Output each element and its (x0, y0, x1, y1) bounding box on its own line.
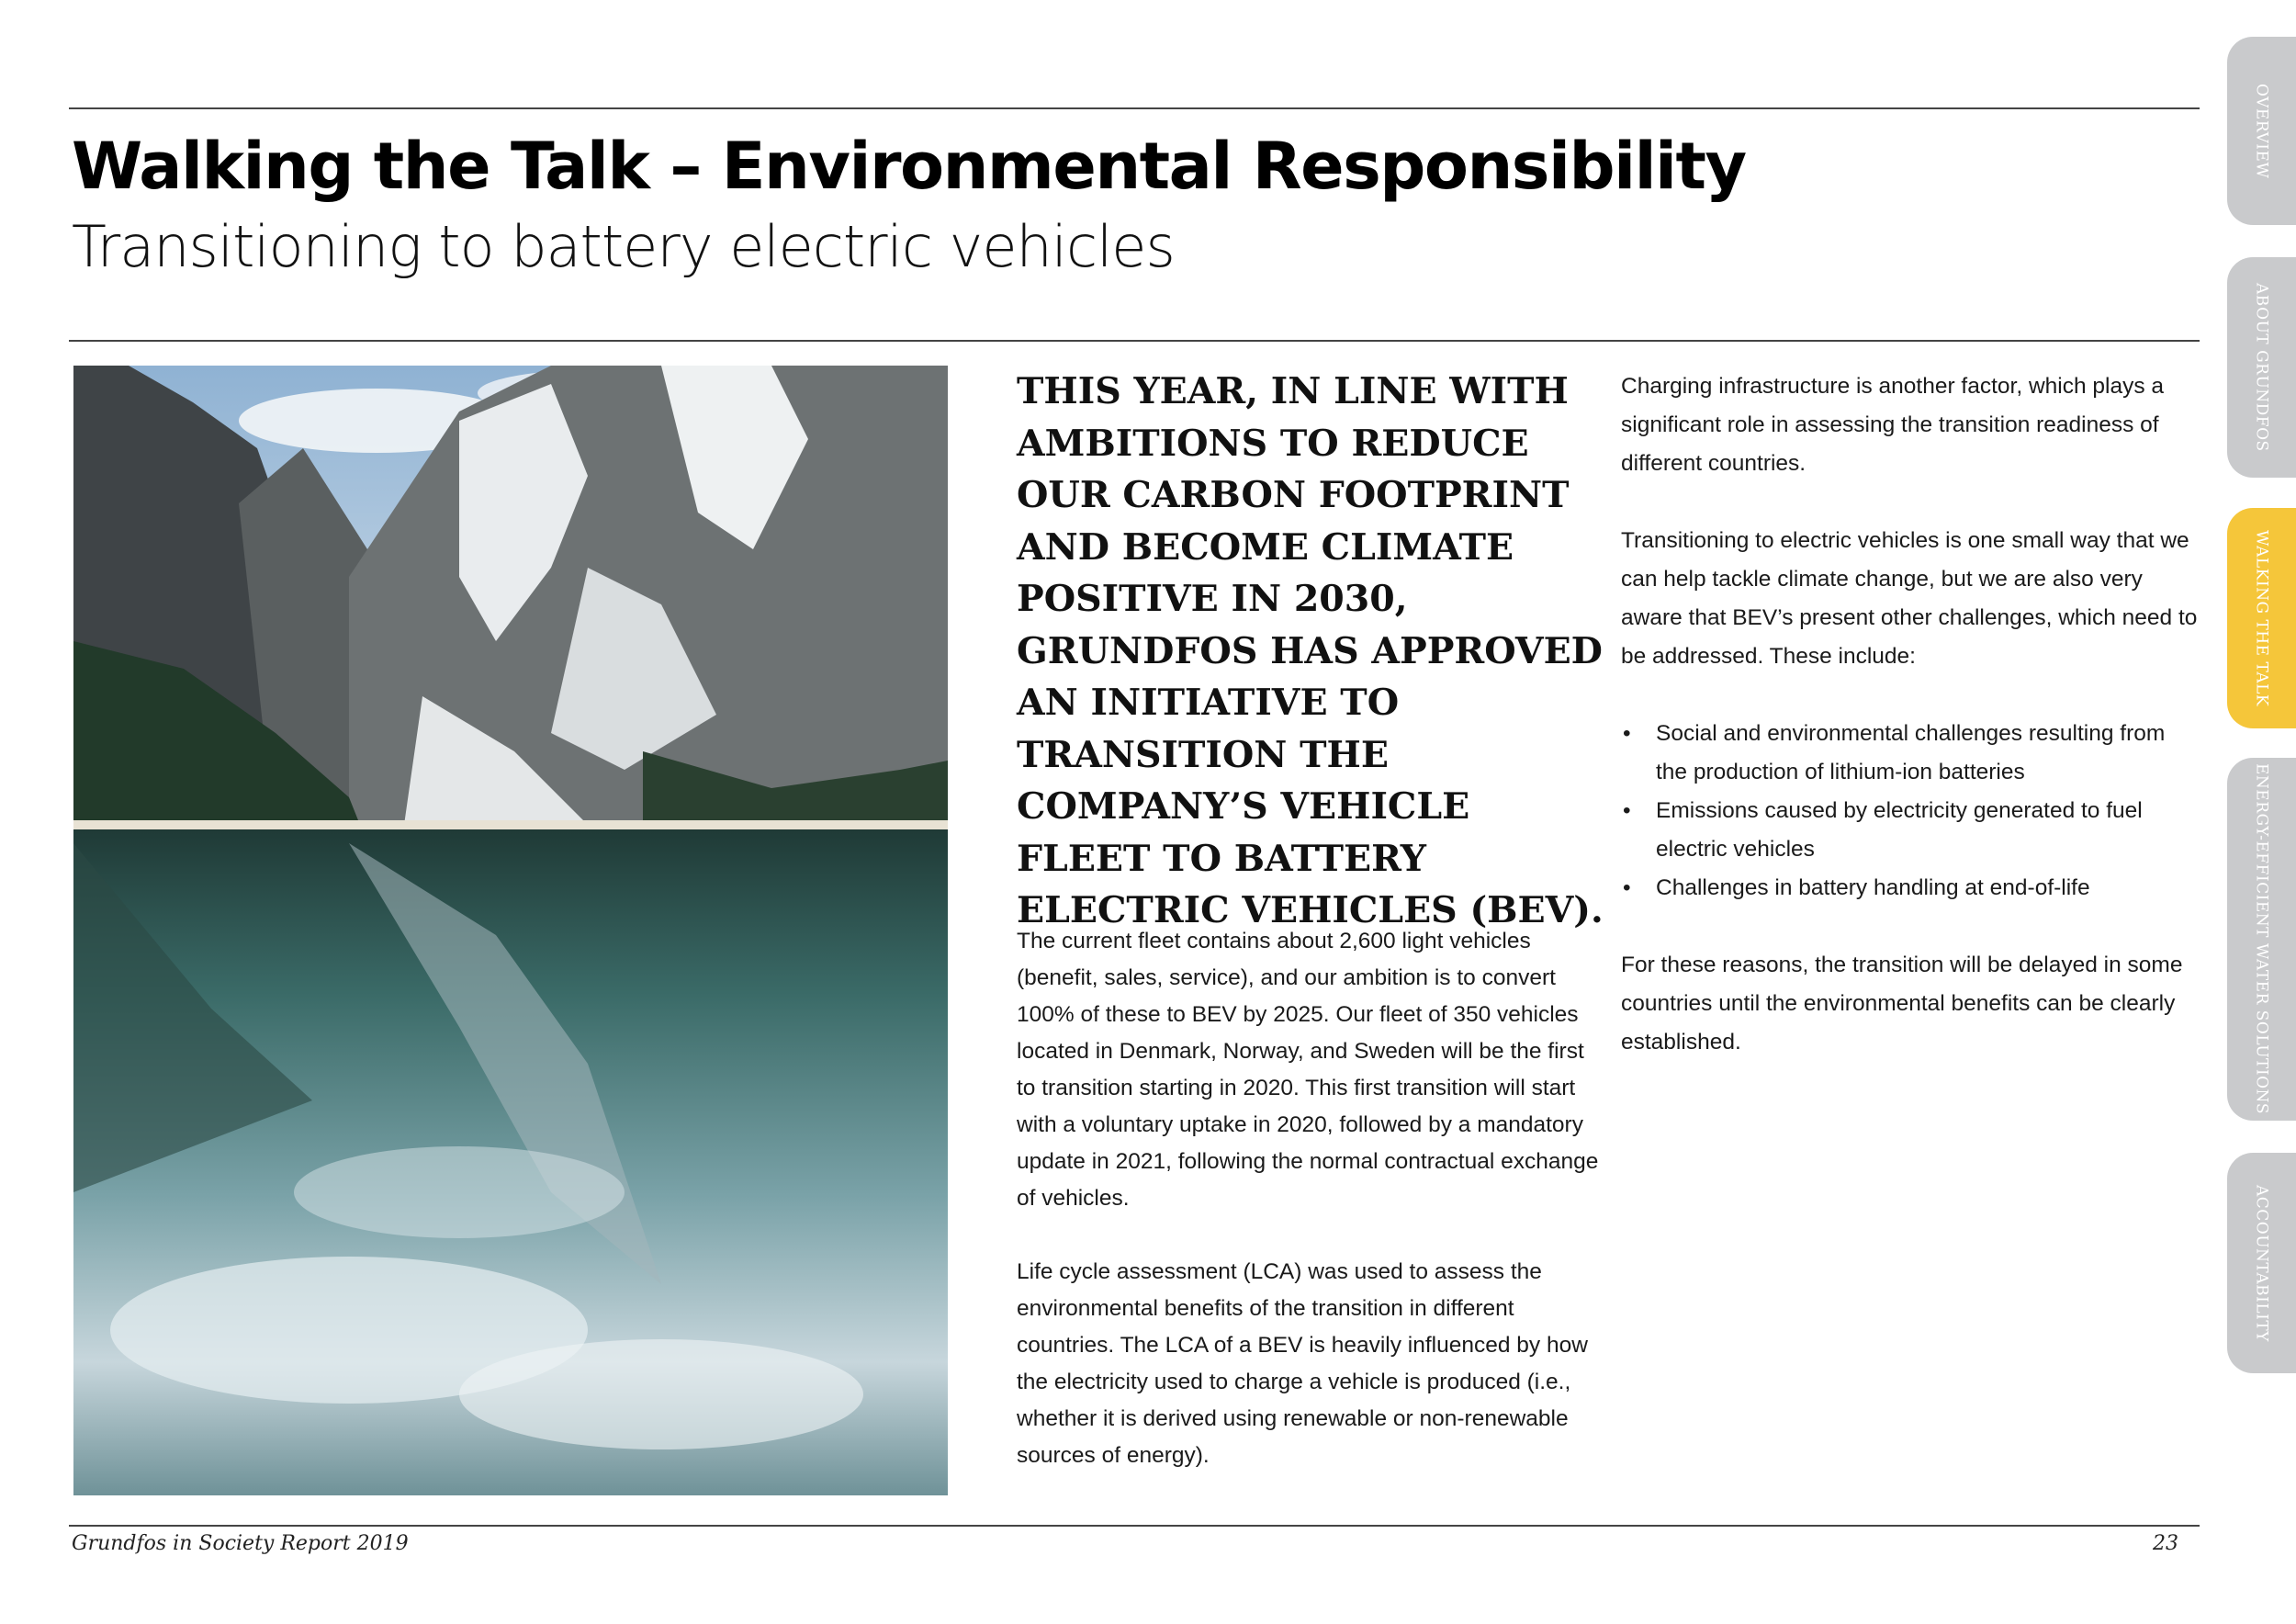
list-item: • Emissions caused by electricity generated to fuel electric vehicles (1621, 792, 2200, 869)
header-top-rule (69, 107, 2200, 109)
paragraph-fleet-transition: The current fleet contains about 2,600 light vehicles (benefit, sales, service), and our ambition is to convert 100% of these to BEV by 2025. Our fleet of 350 vehicles located in Denmark, Norway, and Sweden will be the first to transition starting in 2020. This first transition will start with a voluntary uptake in 2020, followed by a mandatory update in 2021, following the normal contractual exchange of vehicles. (1017, 929, 1599, 1211)
footer-rule (69, 1525, 2200, 1527)
mountain-lake-photo (73, 366, 948, 1495)
footer-report-name: Grundfos in Society Report 2019 (72, 1532, 409, 1555)
paragraph-charging-infrastructure: Charging infrastructure is another factor, which plays a significant role in assessing the transition readiness of different countries. (1621, 374, 2165, 476)
header-bottom-rule (69, 340, 2200, 342)
tab-overview[interactable] (2227, 37, 2296, 225)
tab-energy-efficient-water-solutions[interactable] (2227, 758, 2296, 1121)
challenges-list (1621, 715, 2200, 908)
page-title: Walking the Talk – Environmental Responsibility (72, 129, 1746, 204)
tab-label: WALKING THE TALK (2252, 529, 2271, 707)
paragraph-conclusion: For these reasons, the transition will be delayed in some countries until the environmental benefits can be clearly established. (1621, 953, 2183, 1054)
list-item: • Challenges in battery handling at end-of-life (1621, 869, 2200, 908)
body-column-middle (1017, 923, 1604, 1511)
tab-label: ABOUT GRUNDFOS (2252, 283, 2271, 452)
lead-statement: THIS YEAR, IN LINE WITH AMBITIONS TO REDUCE OUR CARBON FOOTPRINT AND BECOME CLIMATE POSITIVE IN 2030, GRUNDFOS HAS APPROVED AN INITIATIVE TO TRANSITION THE COMPANY’S VEHICLE FLEET TO BATTERY ELECTRIC VEHICLES (BEV). (1017, 370, 1604, 931)
body-column-right (1621, 367, 2200, 1100)
paragraph-challenges-intro: Transitioning to electric vehicles is one small way that we can help tackle climate change, but we are also very aware that BEV’s present other challenges, which need to be addressed. These include: (1621, 528, 2198, 669)
paragraph-lca: Life cycle assessment (LCA) was used to assess the environmental benefits of the transition in different countries. The LCA of a BEV is heavily influenced by how the electricity used to charge a vehicle is produced (i.e., whether it is derived using renewable or non-renewable sources of energy). (1017, 1259, 1588, 1468)
page-subtitle: Transitioning to battery electric vehicles (72, 213, 1175, 280)
list-item: • Social and environmental challenges resulting from the production of lithium-ion batteries (1621, 715, 2200, 792)
page-number: 23 (2153, 1532, 2178, 1555)
tab-about-grundfos[interactable] (2227, 257, 2296, 478)
tab-accountability[interactable] (2227, 1153, 2296, 1373)
tab-label: ENERGY-EFFICIENT WATER SOLUTIONS (2252, 763, 2271, 1115)
tab-label: ACCOUNTABILITY (2252, 1184, 2271, 1342)
tab-walking-the-talk[interactable] (2227, 508, 2296, 728)
tab-label: OVERVIEW (2252, 83, 2271, 179)
